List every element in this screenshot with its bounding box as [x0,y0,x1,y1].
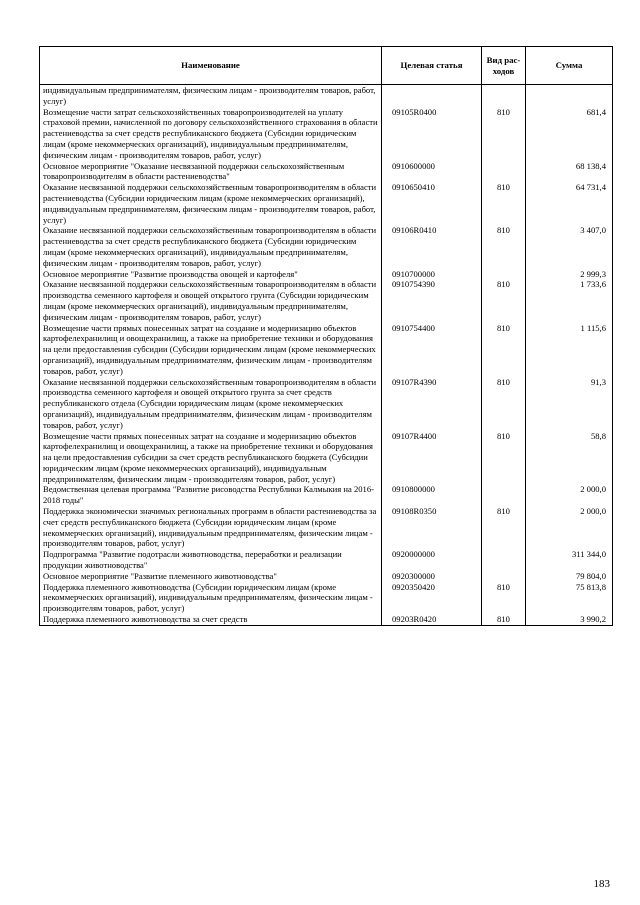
cell-name: Поддержка племенного животноводства (Субсидии юридическим лицам (кроме некоммерческих организаций), индивидуальным предпринимателям, физическим лицам - производителям товаров, работ, услуг) [40,582,382,614]
cell-target-code: 09203R0420 [382,614,482,625]
table-row [40,484,613,506]
cell-expense-type: 810 [482,107,526,161]
cell-expense-type [482,484,526,506]
cell-expense-type: 810 [482,323,526,377]
table-row [40,107,613,161]
cell-expense-type [482,85,526,107]
cell-name: Оказание несвязанной поддержки сельскохозяйственным товаропроизводителям в области растениеводства (Субсидии юридическим лицам (кроме некоммерческих организаций), индивидуальным предпринимателям, физическим лицам - производителям товаров, работ, услуг) [40,182,382,225]
cell-expense-type [482,571,526,582]
cell-name: Поддержка племенного животноводства за счет средств [40,614,382,625]
cell-sum: 1 733,6 [526,279,613,322]
cell-name: Подпрограмма "Развитие подотрасли животноводства, переработки и реализации продукции животноводства" [40,549,382,571]
cell-sum [526,85,613,107]
header-expense: Вид рас-ходов [482,47,526,85]
cell-sum: 64 731,4 [526,182,613,225]
cell-target-code [382,85,482,107]
cell-target-code: 09108R0350 [382,506,482,549]
table-row [40,431,613,485]
cell-sum: 79 804,0 [526,571,613,582]
page-number: 183 [593,878,610,890]
cell-expense-type [482,161,526,183]
cell-sum: 58,8 [526,431,613,485]
cell-sum: 1 115,6 [526,323,613,377]
cell-sum: 75 813,8 [526,582,613,614]
cell-name: Оказание несвязанной поддержки сельскохозяйственным товаропроизводителям в области производства семенного картофеля и овощей открытого грунта за счет средств республиканского отдела (Субсидии юридическим лицам (кроме некоммерческих организаций), индивидуальным предпринимателям, физическим лицам - производителям товаров, работ, услуг) [40,377,382,431]
cell-expense-type: 810 [482,377,526,431]
table-row [40,85,613,107]
cell-name: Основное мероприятие "Развитие производства овощей и картофеля" [40,269,382,280]
cell-name: Возмещение части прямых понесенных затрат на создание и модернизацию объектов картофелехранилищ и овощехранилищ, а также на приобретение техники и оборудования на цели предоставления субсидии (Субсидии юридическим лицам (кроме некоммерческих организаций), индивидуальным предпринимателям, физическим лицам - производителям товаров, работ, услуг) [40,323,382,377]
cell-expense-type [482,269,526,280]
cell-sum: 68 138,4 [526,161,613,183]
table-row [40,323,613,377]
cell-sum: 681,4 [526,107,613,161]
cell-sum: 2 000,0 [526,506,613,549]
cell-target-code: 0910650410 [382,182,482,225]
cell-name: Ведомственная целевая программа "Развитие рисоводства Республики Калмыкия на 2016-2018 годы" [40,484,382,506]
table-row [40,225,613,268]
table-row [40,506,613,549]
cell-sum: 91,3 [526,377,613,431]
cell-name: Возмещение части прямых понесенных затрат на создание и модернизацию объектов картофелехранилищ и овощехранилищ, а также на приобретение техники и оборудования на цели предоставления субсидии за счет средств республиканского бюджета (Субсидии юридическим лицам (кроме некоммерческих организаций), индивидуальным предпринимателям, физическим лицам - производителям товаров, работ, услуг) [40,431,382,485]
table-row [40,377,613,431]
cell-target-code: 0910754390 [382,279,482,322]
table-row [40,182,613,225]
cell-expense-type [482,549,526,571]
cell-name: Основное мероприятие "Развитие племенного животноводства" [40,571,382,582]
cell-name: Основное мероприятие "Оказание несвязанной поддержки сельскохозяйственным товаропроизводителям в области растениеводства" [40,161,382,183]
cell-sum: 311 344,0 [526,549,613,571]
cell-expense-type: 810 [482,614,526,625]
cell-target-code: 0920350420 [382,582,482,614]
cell-target-code: 09106R0410 [382,225,482,268]
cell-expense-type: 810 [482,582,526,614]
cell-sum: 3 990,2 [526,614,613,625]
cell-name: Поддержка экономически значимых региональных программ в области растениеводства за счет средств республиканского бюджета (Субсидии юридическим лицам (кроме некоммерческих организаций), индивидуальным предпринимателям, физическим лицам - производителям товаров, работ, услуг) [40,506,382,549]
cell-target-code: 0910600000 [382,161,482,183]
cell-target-code: 0910700000 [382,269,482,280]
cell-target-code: 0920300000 [382,571,482,582]
cell-name: Оказание несвязанной поддержки сельскохозяйственным товаропроизводителям в области растениеводства за счет средств республиканского бюджета (Субсидии юридическим лицам (кроме некоммерческих организаций), индивидуальным предпринимателям, физическим лицам - производителям товаров, работ, услуг) [40,225,382,268]
cell-name: Оказание несвязанной поддержки сельскохозяйственным товаропроизводителям в области производства семенного картофеля и овощей открытого грунта (Субсидии юридическим лицам (кроме некоммерческих организаций), индивидуальным предпринимателям, физическим лицам - производителям товаров, работ, услуг) [40,279,382,322]
cell-expense-type: 810 [482,225,526,268]
cell-name: индивидуальным предпринимателям, физическим лицам - производителям товаров, работ, услуг) [40,85,382,107]
header-sum: Сумма [526,47,613,85]
table-row [40,269,613,280]
cell-sum: 2 000,0 [526,484,613,506]
cell-sum: 2 999,3 [526,269,613,280]
table-row [40,571,613,582]
table-header [40,47,613,85]
table-body [40,85,613,626]
table-row [40,161,613,183]
cell-target-code: 0910800000 [382,484,482,506]
cell-target-code: 09107R4390 [382,377,482,431]
cell-expense-type: 810 [482,182,526,225]
cell-expense-type: 810 [482,506,526,549]
table-row [40,582,613,614]
cell-target-code: 09105R0400 [382,107,482,161]
header-name: Наименование [40,47,382,85]
table-row [40,614,613,625]
cell-target-code: 0910754400 [382,323,482,377]
table-row [40,279,613,322]
cell-expense-type: 810 [482,431,526,485]
header-code: Целевая статья [382,47,482,85]
cell-target-code: 09107R4400 [382,431,482,485]
cell-target-code: 0920000000 [382,549,482,571]
cell-name: Возмещение части затрат сельскохозяйственных товаропроизводителей на уплату страховой премии, начисленной по договору сельскохозяйственного страхования в области растениеводства за счет средств республиканского бюджета (Субсидии юридическим лицам (кроме некоммерческих организаций), индивидуальным предпринимателям, физическим лицам - производителям товаров, работ, услуг) [40,107,382,161]
table-row [40,549,613,571]
budget-table [39,46,613,626]
cell-sum: 3 407,0 [526,225,613,268]
cell-expense-type: 810 [482,279,526,322]
